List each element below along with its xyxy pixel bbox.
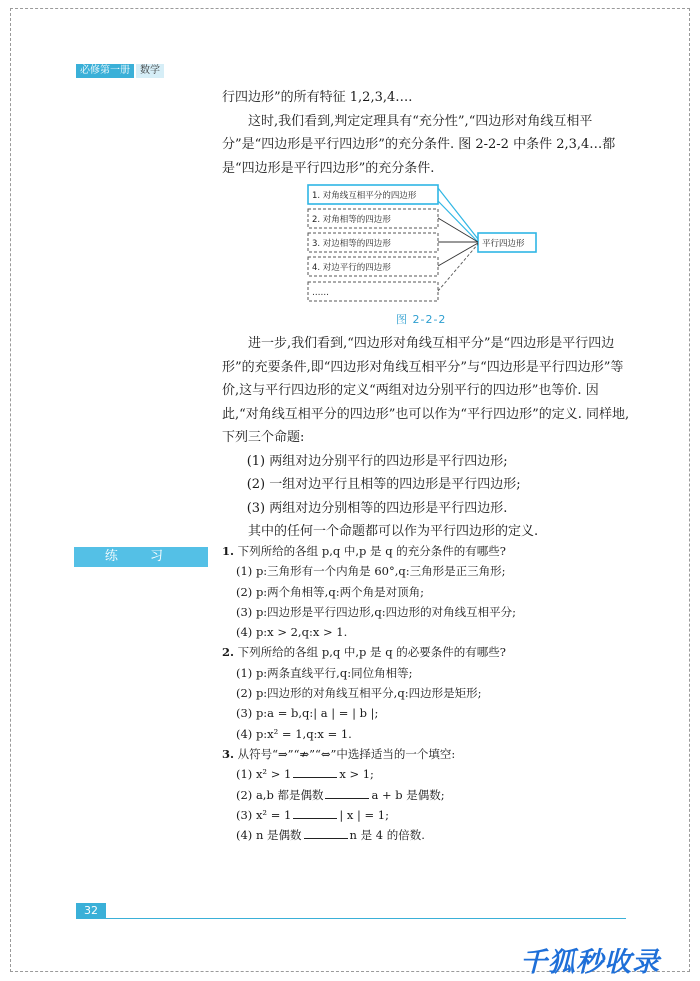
exercise-banner: 练 习 [74,547,208,567]
condition-label-5: …… [312,288,329,298]
watermark-logo: 千狐秒收录 [520,947,660,978]
exercise-2-item: (2) p:四边形的对角线互相平分,q:四边形是矩形; [236,686,482,701]
fill-item-post: a + b 是偶数; [371,787,445,802]
exercise-1-item: (3) p:四边形是平行四边形,q:四边形的对角线互相平分; [236,604,516,619]
target-label: 平行四边形 [482,239,525,249]
exercise-1-item: (2) p:两个角相等,q:两个角是对顶角; [236,584,424,599]
condition-label-3: 3. 对边相等的四边形 [312,239,391,249]
volume-label: 必修第一册 [76,64,134,78]
fill-item-post: n 是 4 的倍数. [349,828,425,843]
exercise-2-stem [222,642,642,662]
paragraph-sufficiency: 这时,我们看到,判定定理具有“充分性”,“四边形对角线互相平分”是“四边形是平行四边形”的充分条件. 图 2-2-2 中条件 2,3,4…都是“四边形是平行四边形”的充分条件. [222,113,616,176]
footer-rule [76,918,626,919]
fill-item-pre: (3) x² = 1 [236,807,292,822]
exercise-3-item [222,805,642,825]
condition-label-2: 2. 对角相等的四边形 [312,215,391,225]
exercise-2-item: (4) p:x² = 1,q:x = 1. [236,726,352,741]
fill-item-post: x > 1; [339,767,374,782]
exercise-3-item [222,785,642,805]
header-tag [76,64,164,78]
exercise-3-item [222,764,642,784]
fill-blank[interactable] [304,826,348,839]
proposition-3: (3) 两组对边分别相等的四边形是平行四边形. [246,500,508,516]
exercise-2-item: (3) p:a = b,q:| a | = | b |; [236,706,379,721]
page-number: 32 [76,903,106,919]
paragraph-conclusion: 其中的任何一个命题都可以作为平行四边形的定义. [248,524,539,539]
fill-item-pre: (4) n 是偶数 [236,828,302,843]
subject-label: 数学 [136,64,164,78]
exercise-2-item: (1) p:两条直线平行,q:同位角相等; [236,665,413,680]
condition-label-1: 1. 对角线互相平分的四边形 [312,191,417,201]
exercise-1-number: 1. [222,544,235,558]
exercise-3-text: 从符号“⇒”“⇏”“⇔”中选择适当的一个填空: [237,746,456,761]
exercise-list [222,541,642,845]
fill-item-pre: (2) a,b 都是偶数 [236,787,324,802]
connector-1a [438,188,478,239]
condition-label-4: 4. 对边平行的四边形 [312,263,391,273]
exercise-1-text: 下列所给的各组 p,q 中,p 是 q 的充分条件的有哪些? [237,544,506,558]
fill-item-post: | x | = 1; [339,807,389,822]
proposition-2: (2) 一组对边平行且相等的四边形是平行四边形; [246,477,521,492]
connector-4 [438,243,478,266]
intro-text [222,86,632,180]
connector-5 [438,244,478,291]
paragraph-equivalence: 进一步,我们看到,“四边形对角线互相平分”是“四边形是平行四边形”的充要条件,即“四边形对角线互相平分”与“四边形是平行四边形”等价,这与平行四边形的定义“两组对边分别平行的四边形”也等价. 因此,“对角线互相平分的四边形”也可以作为“平行四边形”的定义. 同样地,下列三个命题: [222,336,630,445]
exercise-1-item: (1) p:三角形有一个内角是 60°,q:三角形是正三角形; [236,564,506,579]
exercise-3-item [222,825,642,845]
figure-caption: 图 2-2-2 [396,313,447,326]
exercise-2-number: 2. [222,645,235,660]
exercise-1-item: (4) p:x > 2,q:x > 1. [236,625,348,640]
exercise-3-number: 3. [222,746,235,761]
exercise-1-stem [222,541,642,561]
definition-text [222,332,632,544]
fill-blank[interactable] [293,765,337,778]
fill-blank[interactable] [325,786,369,799]
line-continuation: 行四边形”的所有特征 1,2,3,4…. [222,90,413,105]
exercise-3-stem [222,744,642,764]
exercise-2-text: 下列所给的各组 p,q 中,p 是 q 的必要条件的有哪些? [237,645,506,660]
fill-item-pre: (1) x² > 1 [236,767,292,782]
figure-2-2-2 [300,182,550,307]
proposition-1: (1) 两组对边分别平行的四边形是平行四边形; [246,453,508,469]
fill-blank[interactable] [293,806,337,819]
